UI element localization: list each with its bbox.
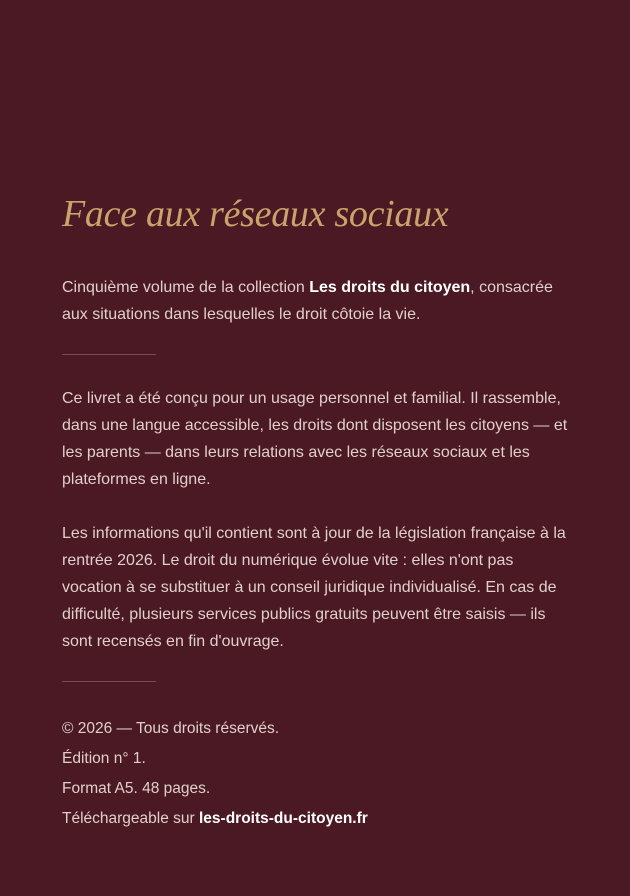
divider xyxy=(62,681,156,682)
intro-text-before: Cinquième volume de la collection xyxy=(62,279,310,296)
colophon-page xyxy=(62,192,572,834)
download-line xyxy=(62,804,572,834)
intro-text-after: , consacrée aux situations dans lesquelles le droit côtoie la vie. xyxy=(62,279,553,323)
divider xyxy=(62,354,156,355)
copyright-line: © 2026 — Tous droits réservés. xyxy=(62,720,280,737)
edition-line: Édition n° 1. xyxy=(62,750,146,767)
collection-name: Les droits du citoyen xyxy=(309,279,471,296)
page-title: Face aux réseaux sociaux xyxy=(62,193,449,235)
legal-notice-paragraph: Les informations qu'il contient sont à jour de la législation française à la rentrée 2026. Le droit du numérique évolue vite : elles n'ont pas vocation à se substituer à un conseil juridique individualisé. En cas de difficulté, plusieurs services publics gratuits peuvent être saisis — ils sont recensés en fin d'ouvrage. xyxy=(62,525,566,650)
publication-info xyxy=(62,714,572,834)
download-prefix: Téléchargeable sur xyxy=(62,810,199,827)
download-link[interactable]: les-droits-du-citoyen.fr xyxy=(199,810,368,827)
format-line: Format A5. 48 pages. xyxy=(62,780,211,797)
usage-paragraph: Ce livret a été conçu pour un usage personnel et familial. Il rassemble, dans une langue accessible, les droits dont disposent les citoyens — et les parents — dans leurs relations avec les réseaux sociaux et les plateformes en ligne. xyxy=(62,390,568,488)
intro-paragraph xyxy=(62,274,572,328)
